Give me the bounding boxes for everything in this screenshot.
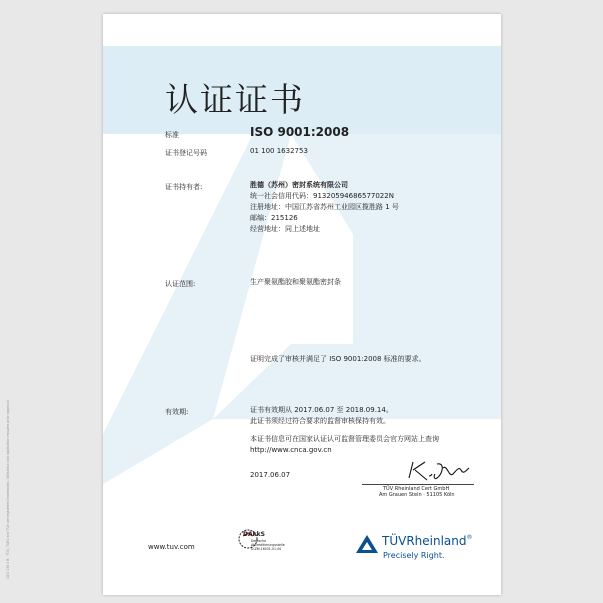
validity-condition: 此证书须经过符合要求的监督审核保持有效。 [250,417,390,425]
validity-label: 有效期: [165,408,189,416]
brand-tagline: Precisely Right. [383,551,445,560]
dakks-sub2: Akkreditierungsstelle [251,543,285,547]
certificate-page [103,14,501,595]
website: www.tuv.com [148,543,195,551]
compliance-statement: 证明完成了审核并满足了 ISO 9001:2008 标准的要求。 [250,355,426,363]
brand-logo [382,534,473,548]
brand-name: TÜVRheinland [382,534,467,548]
dakks-name: DAkkS [243,531,265,538]
holder-name: 胜德（苏州）密封系统有限公司 [250,181,348,189]
dakks-sub1: Deutsche [251,539,267,543]
dakks-sub3: D-ZM-16031-01-00 [251,547,282,551]
holder-business-address: 经营地址：同上述地址 [250,225,320,233]
holder-postcode: 邮编：215126 [250,214,298,222]
certificate-title: 认证证书 [165,80,305,119]
standard-label: 标准 [165,131,179,139]
info-url: http://www.cnca.gov.cn [250,446,332,454]
standard-value: ISO 9001:2008 [250,125,350,139]
holder-credit-code: 统一社会信用代码：91320594686577022N [250,192,394,200]
holder-address: 注册地址：中国江苏省苏州工业园区揽胜路 1 号 [250,203,399,211]
issue-date: 2017.06.07 [250,471,291,479]
signature-line [362,484,474,485]
holder-label: 证书持有者: [165,183,203,191]
side-fine-print: 10/1 138 0 B · TÜV, TUEV and TUV are registered trademarks. Utilisation and application requires prior approval. [6,399,10,579]
info-statement: 本证书信息可在国家认证认可监督管理委员会官方网站上查询 [250,435,439,443]
validity-period: 证书有效期从 2017.06.07 至 2018.09.14。 [250,406,393,414]
tuv-triangle-icon [355,534,379,554]
signer-address: Am Grauen Stein · 51105 Köln [379,492,455,498]
scope-value: 生产聚氨酯胶和聚氨酯密封条 [250,278,341,286]
signer-organization: TÜV Rheinland Cert GmbH [383,486,450,492]
scope-label: 认证范围: [165,280,196,288]
registration-label: 证书登记号码 [165,149,207,157]
brand-registered-mark: ® [466,534,473,541]
registration-value: 01 100 1632753 [250,147,308,155]
signature [403,454,473,484]
